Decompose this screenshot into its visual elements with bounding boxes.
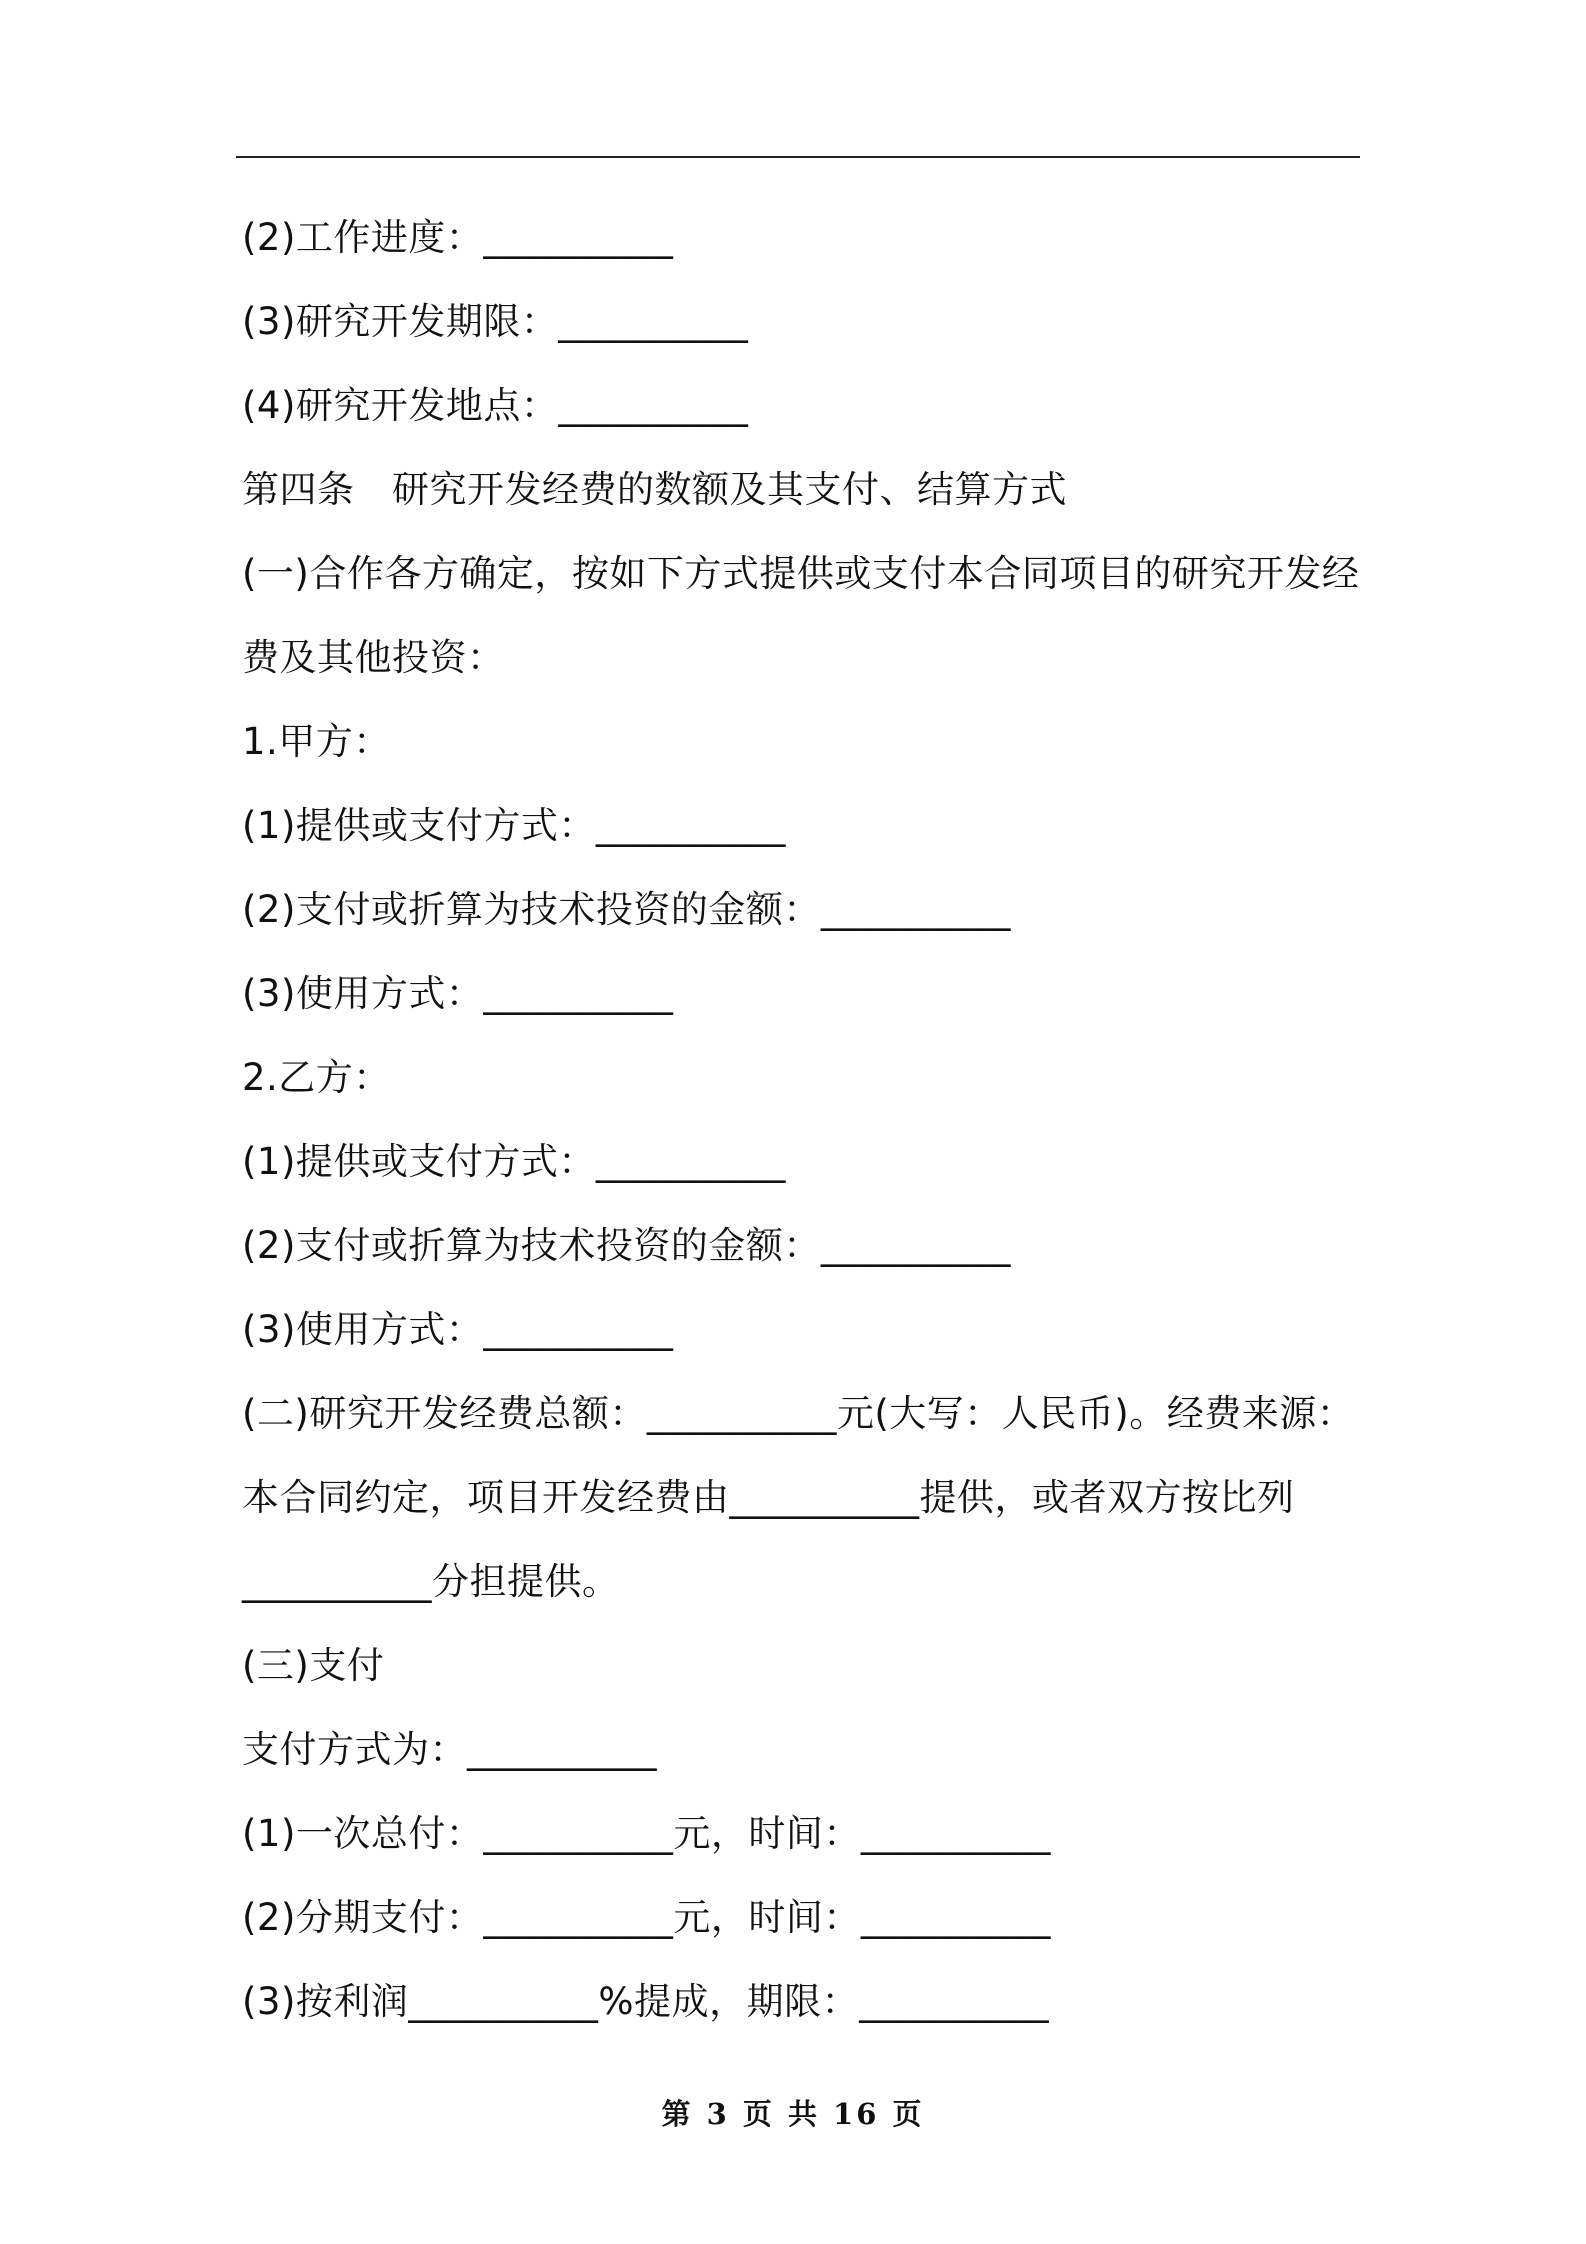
text-line: (2)支付或折算为技术投资的金额：__________	[242, 1224, 1011, 1267]
page-number-footer: 第 3 页 共 16 页	[661, 2097, 925, 2131]
text-line: 1.甲方：	[242, 720, 391, 763]
text-line: (4)研究开发地点：__________	[242, 384, 749, 427]
text-line: (一)合作各方确定，按如下方式提供或支付本合同项目的研究开发经	[242, 552, 1360, 595]
text-line: (2)工作进度：__________	[242, 216, 674, 259]
text-line: (3)使用方式：__________	[242, 1308, 674, 1351]
text-line: (3)按利润__________%提成，期限：__________	[242, 1980, 1050, 2023]
article-heading: 第四条 研究开发经费的数额及其支付、结算方式	[242, 468, 1067, 511]
text-line: (1)提供或支付方式：__________	[242, 804, 786, 847]
text-line: __________分担提供。	[242, 1560, 620, 1603]
text-line: 本合同约定，项目开发经费由__________提供，或者双方按比列	[242, 1476, 1295, 1519]
text-line: (三)支付	[242, 1644, 385, 1687]
text-line: (2)支付或折算为技术投资的金额：__________	[242, 888, 1011, 931]
header-rule	[236, 156, 1360, 158]
text-line: 支付方式为：__________	[242, 1728, 657, 1771]
text-line: (2)分期支付：__________元，时间：__________	[242, 1896, 1051, 1939]
document-body	[242, 196, 1362, 2044]
text-line: 费及其他投资：	[242, 636, 505, 679]
text-line: 2.乙方：	[242, 1056, 391, 1099]
text-line: (3)研究开发期限：__________	[242, 300, 749, 343]
text-line: (1)提供或支付方式：__________	[242, 1140, 786, 1183]
text-line: (3)使用方式：__________	[242, 972, 674, 1015]
text-line: (二)研究开发经费总额：__________元(大写：人民币)。经费来源：	[242, 1392, 1355, 1435]
text-line: (1)一次总付：__________元，时间：__________	[242, 1812, 1051, 1855]
